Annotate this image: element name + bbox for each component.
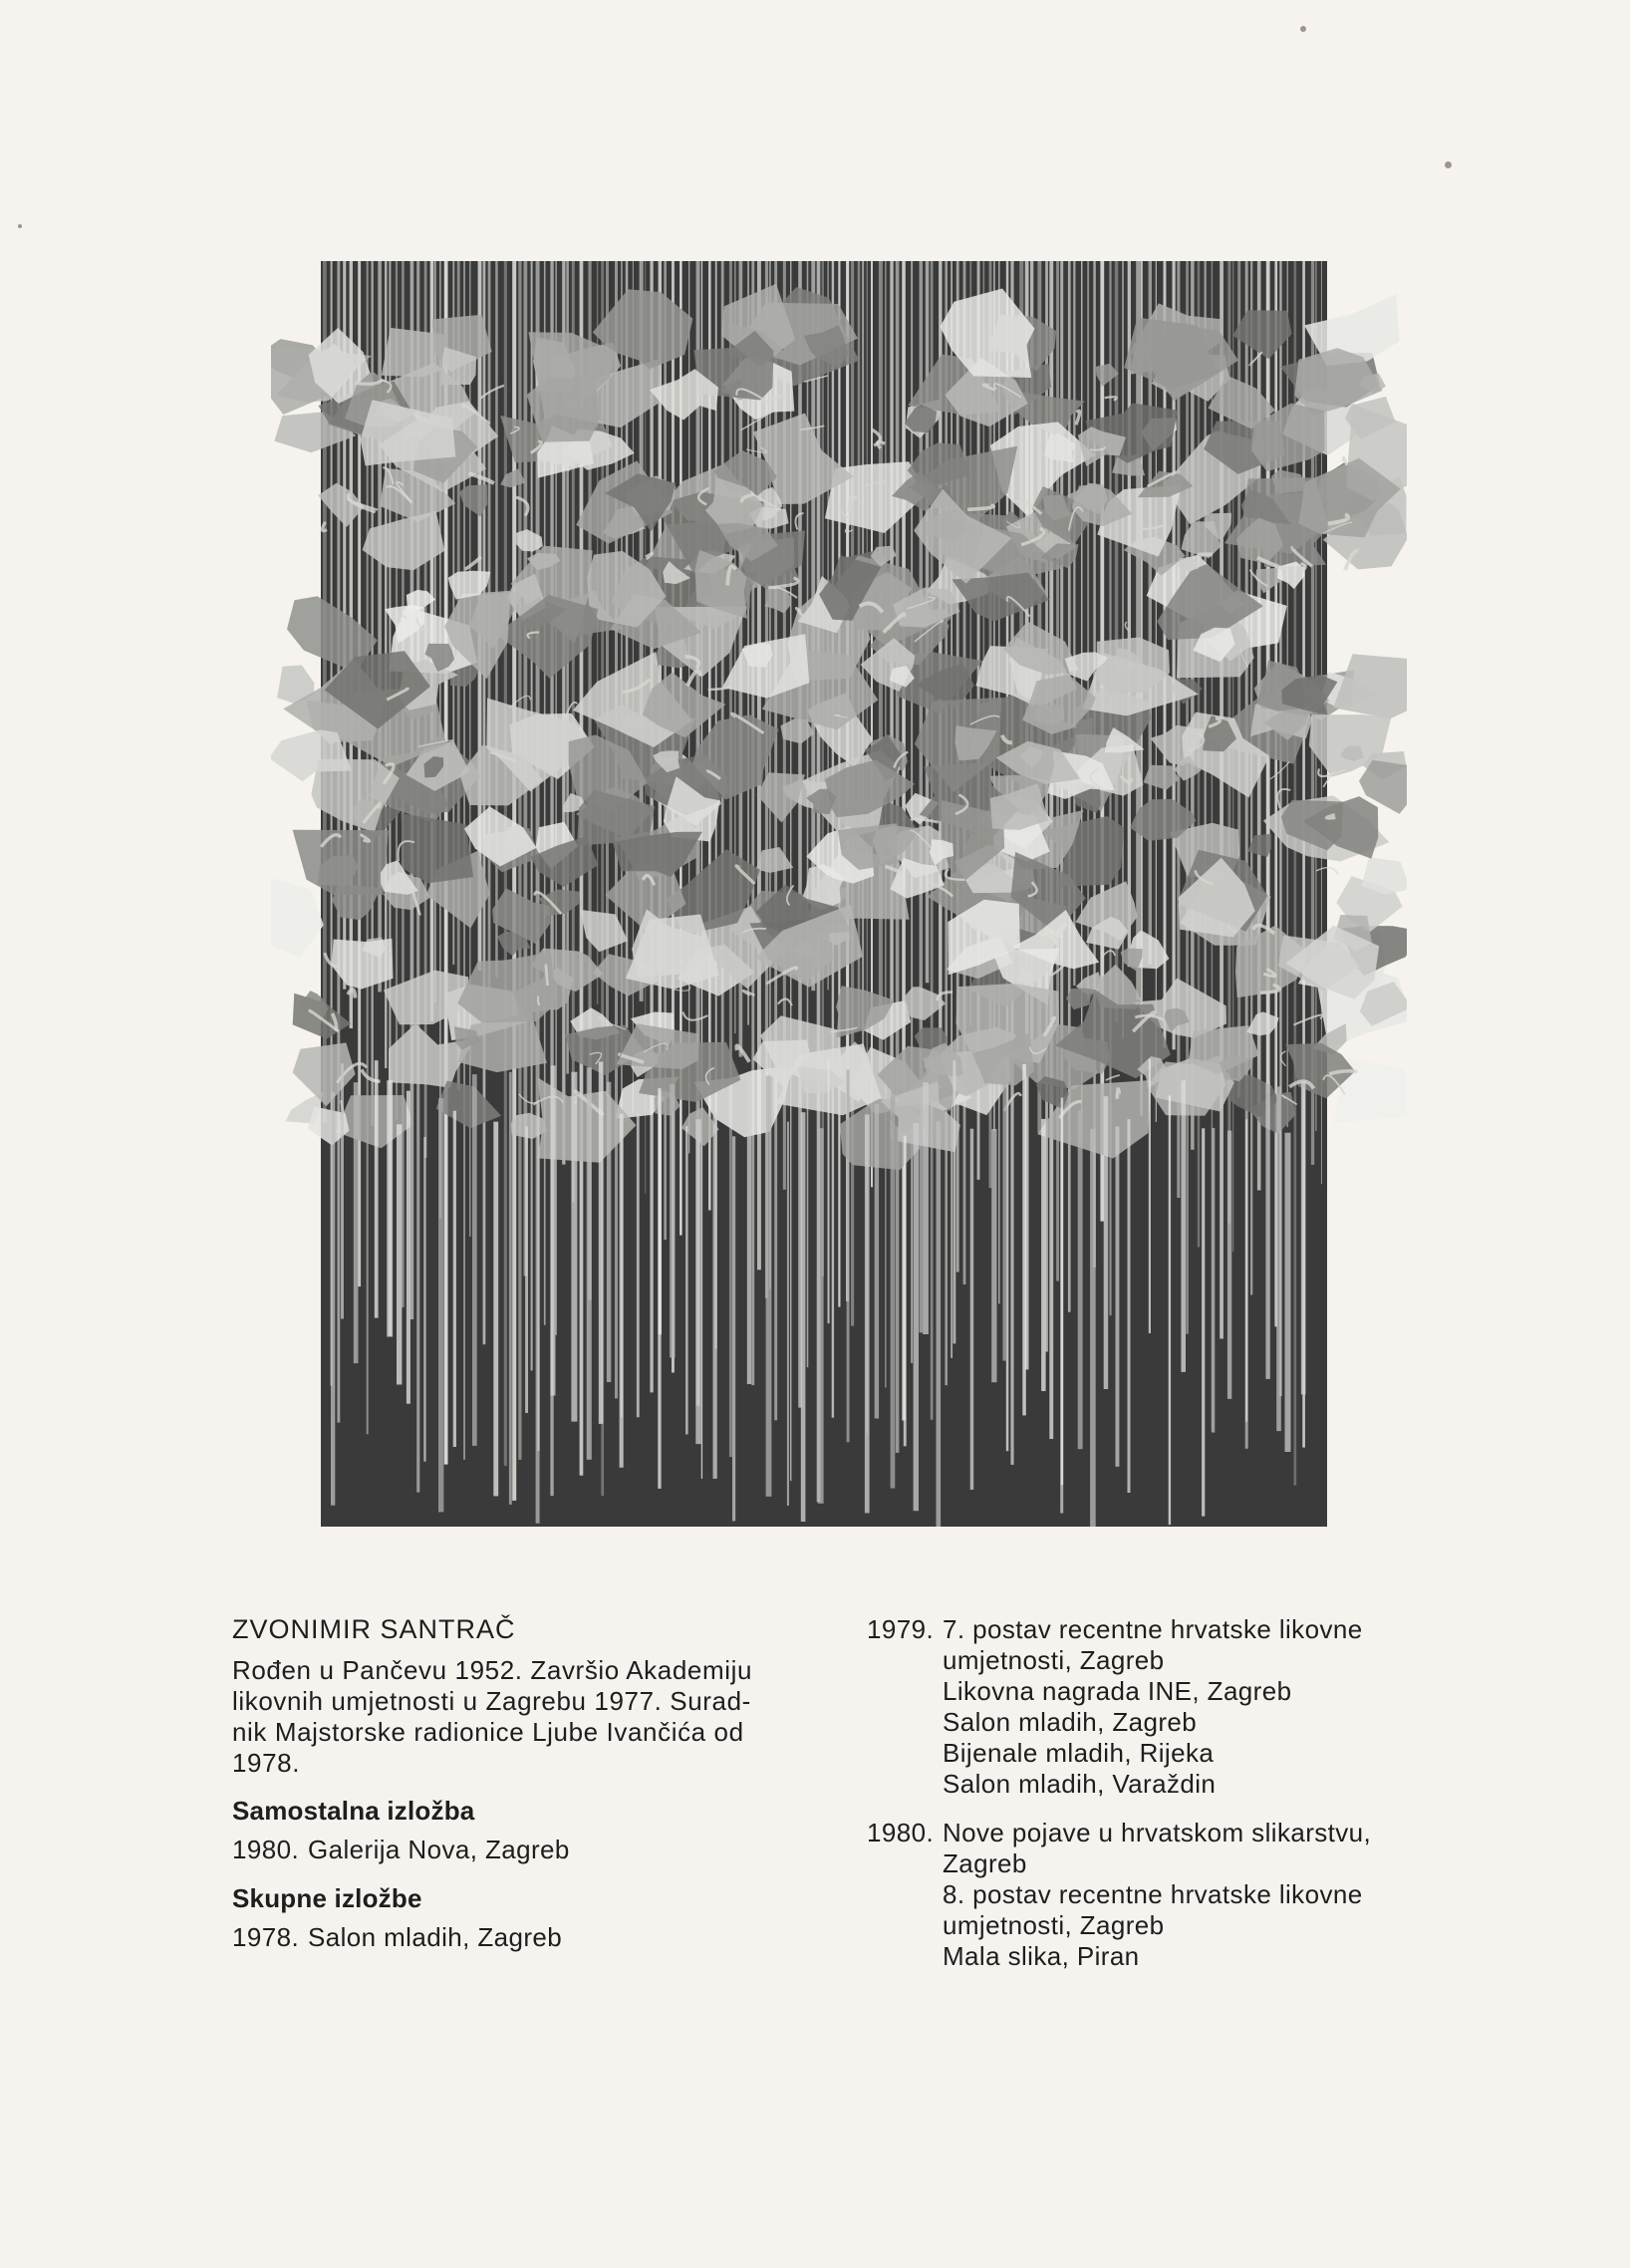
artwork-texture [525, 1127, 528, 1413]
biography-line: Rođen u Pančevu 1952. Završio Akademiju [232, 1655, 753, 1685]
artwork-texture [387, 1080, 393, 1336]
artwork-texture [354, 1082, 359, 1363]
artwork-texture [847, 1070, 850, 1443]
artwork-texture [537, 1103, 539, 1451]
artwork-texture [637, 1112, 640, 1417]
artwork-texture [472, 1074, 477, 1446]
artwork-texture [904, 1136, 907, 1447]
artwork-texture [695, 1119, 700, 1444]
artwork-texture [1276, 1086, 1281, 1431]
exhibition-line: Nove pojave u hrvatskom slikarstvu, [943, 1818, 1372, 1847]
group-exhibition-entry [867, 1818, 1504, 1972]
exhibition-lines [308, 1922, 790, 1953]
artwork-texture [685, 1126, 688, 1434]
artwork-texture [438, 1098, 443, 1512]
artwork-texture [1333, 654, 1407, 718]
exhibition-line: Salon mladih, Zagreb [308, 1922, 563, 1952]
artwork-texture [732, 1136, 735, 1521]
artwork-texture [1002, 1073, 1006, 1361]
paper-speck [1445, 161, 1452, 168]
artwork-texture [865, 1114, 870, 1513]
group-exhibitions-heading: Skupne izložbe [232, 1883, 422, 1913]
artwork-texture [766, 1075, 772, 1496]
artwork-texture [1202, 1128, 1205, 1516]
artwork-texture [751, 261, 754, 1385]
exhibition-line: Bijenale mladih, Rijeka [943, 1738, 1215, 1768]
biography-line: 1978. [232, 1748, 301, 1778]
artwork-texture [341, 1063, 344, 1318]
exhibition-line: Likovna nagrada INE, Zagreb [943, 1676, 1292, 1706]
artwork-texture [1087, 261, 1089, 1000]
artwork-texture [607, 1082, 611, 1382]
artwork-texture [713, 1113, 717, 1479]
artwork-texture [423, 1137, 425, 1462]
exhibition-text: Galerija Nova, Zagreb [308, 1835, 570, 1864]
exhibition-line: umjetnosti, Zagreb [943, 1910, 1165, 1940]
artwork-texture [1169, 1096, 1171, 1526]
artwork-texture [787, 1122, 789, 1506]
artwork-texture [1022, 1064, 1026, 1415]
artwork-texture [970, 1129, 974, 1490]
artwork-texture [822, 261, 824, 1276]
exhibition-line: Zagreb [943, 1848, 1027, 1878]
artwork-texture [701, 261, 702, 1479]
artwork-texture [453, 1111, 456, 1447]
artwork-texture [1301, 1081, 1306, 1395]
artwork-texture [407, 1091, 410, 1404]
artwork-texture [923, 1082, 929, 1334]
exhibition-line: umjetnosti, Zagreb [943, 1645, 1165, 1675]
exhibition-year: 1979. [867, 1614, 935, 1644]
paper-speck [1300, 26, 1306, 32]
biography [232, 1655, 790, 1779]
artwork-texture [670, 1084, 676, 1358]
exhibition-line: 7. postav recentne hrvatske likovne [943, 1614, 1363, 1644]
solo-exhibition-entry [232, 1835, 790, 1865]
artwork-texture [937, 1121, 942, 1527]
exhibition-lines [943, 1614, 1504, 1800]
group-exhibition-entry [232, 1922, 790, 1953]
artwork-texture [1149, 1059, 1151, 1334]
artwork-texture [1227, 1131, 1231, 1399]
exhibition-line: Mala slika, Piran [943, 1941, 1140, 1971]
artwork-texture [293, 830, 389, 895]
artwork-texture [599, 1061, 604, 1424]
exhibition-year: 1978. [232, 1922, 300, 1952]
artwork-texture [546, 966, 548, 986]
artwork-texture [587, 1067, 592, 1460]
artwork-texture [1128, 1119, 1131, 1493]
artwork-texture [1200, 554, 1213, 556]
artwork-texture [875, 1104, 879, 1418]
artwork-texture [991, 1129, 996, 1382]
artwork-texture [658, 1088, 661, 1489]
artwork-texture [1078, 1110, 1083, 1449]
artwork-texture [1265, 1083, 1269, 1379]
artwork-texture [801, 1112, 806, 1522]
artwork-image [271, 261, 1407, 1527]
artwork-texture [571, 1072, 577, 1422]
biography-line: likovnih umjetnosti u Zagrebu 1977. Surad- [232, 1686, 751, 1716]
artwork-texture [331, 1092, 335, 1506]
artwork-texture [271, 877, 324, 958]
artwork-texture [509, 1072, 512, 1505]
artwork-texture [1212, 1128, 1215, 1433]
exhibition-line: 8. postav recentne hrvatske likovne [943, 1879, 1363, 1909]
exhibition-line: Salon mladih, Varaždin [943, 1769, 1217, 1799]
paper-speck [18, 224, 22, 228]
artwork-texture [914, 1123, 919, 1511]
artist-name: ZVONIMIR SANTRAČ [232, 1614, 516, 1644]
artwork-photograph [271, 261, 1407, 1527]
right-column [867, 1614, 1504, 1990]
exhibition-year: 1980. [232, 1835, 300, 1864]
exhibition-lines [943, 1818, 1504, 1972]
artwork-texture [1186, 261, 1189, 1334]
artwork-texture [493, 1122, 498, 1497]
artwork-texture [953, 1060, 956, 1343]
artwork-texture [891, 1072, 896, 1489]
artwork-texture [1041, 1119, 1046, 1391]
exhibition-year: 1980. [867, 1818, 935, 1847]
artwork-texture [620, 1114, 624, 1468]
left-column [232, 1614, 790, 1971]
artwork-texture [397, 1124, 402, 1384]
artwork-texture [375, 1060, 379, 1318]
artwork-texture [818, 1128, 824, 1504]
solo-exhibition-heading: Samostalna izložba [232, 1796, 475, 1826]
artwork-texture [747, 1077, 751, 1384]
artwork-texture [1181, 1080, 1186, 1372]
artwork-texture [1245, 1119, 1247, 1421]
exhibition-line: Salon mladih, Zagreb [943, 1707, 1198, 1737]
artwork-texture [1061, 1098, 1063, 1486]
biography-line: nik Majstorske radionice Ljube Ivančića od [232, 1717, 744, 1747]
group-exhibition-entry [867, 1614, 1504, 1800]
artwork-texture [551, 1065, 556, 1395]
artwork-texture [1090, 1129, 1096, 1527]
artwork-texture [828, 1059, 830, 1323]
artwork-texture [1104, 1096, 1109, 1389]
artwork-texture [1285, 1133, 1291, 1452]
artwork-texture [1116, 1127, 1120, 1467]
